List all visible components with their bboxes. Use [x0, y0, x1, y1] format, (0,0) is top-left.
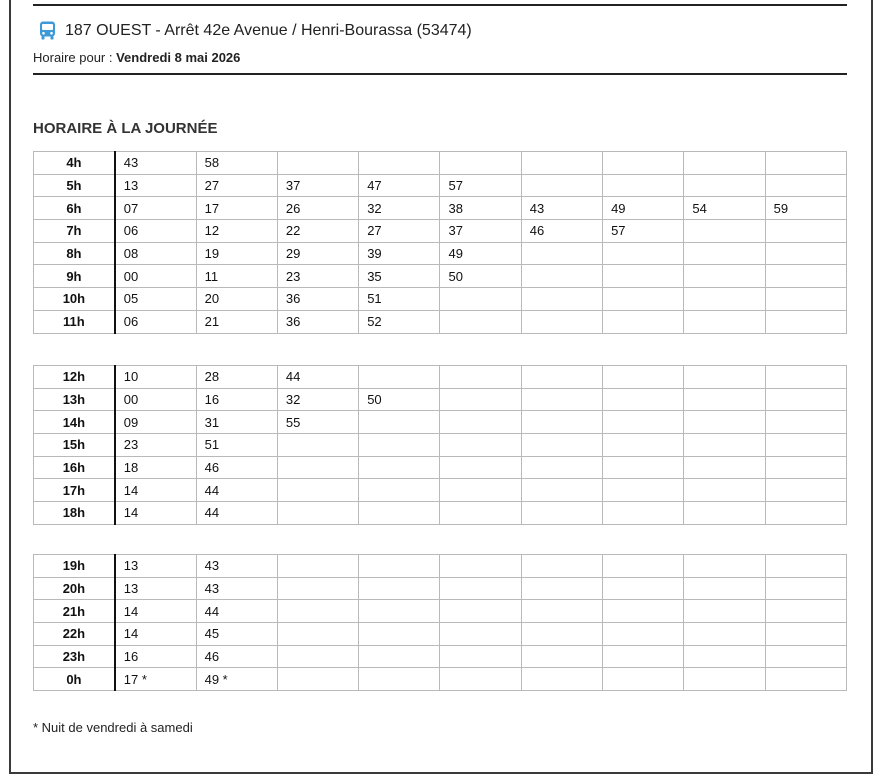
- empty-cell: [277, 152, 358, 175]
- empty-cell: [684, 310, 765, 333]
- empty-cell: [521, 310, 602, 333]
- departure-minute: 08: [115, 242, 196, 265]
- schedule-row: [34, 668, 847, 691]
- empty-cell: [603, 623, 684, 646]
- departure-minute: 39: [359, 242, 440, 265]
- empty-cell: [521, 411, 602, 434]
- departure-minute: 13: [115, 174, 196, 197]
- empty-cell: [359, 645, 440, 668]
- departure-minute: 00: [115, 388, 196, 411]
- hour-cell: 8h: [34, 242, 115, 265]
- empty-cell: [684, 242, 765, 265]
- departure-minute: 09: [115, 411, 196, 434]
- empty-cell: [277, 600, 358, 623]
- departure-minute: 45: [196, 623, 277, 646]
- schedule-row: [34, 288, 847, 311]
- empty-cell: [765, 265, 846, 288]
- departure-minute: 20: [196, 288, 277, 311]
- schedule-row: [34, 366, 847, 389]
- hour-cell: 6h: [34, 197, 115, 220]
- schedule-row: [34, 152, 847, 175]
- departure-minute: 28: [196, 366, 277, 389]
- empty-cell: [684, 555, 765, 578]
- empty-cell: [603, 366, 684, 389]
- departure-minute: 13: [115, 555, 196, 578]
- schedule-row: [34, 645, 847, 668]
- empty-cell: [603, 434, 684, 457]
- empty-cell: [521, 577, 602, 600]
- schedule-table-afternoon: [33, 365, 847, 525]
- schedule-row: [34, 502, 847, 525]
- hour-cell: 14h: [34, 411, 115, 434]
- empty-cell: [603, 479, 684, 502]
- hour-cell: 17h: [34, 479, 115, 502]
- departure-minute: 51: [359, 288, 440, 311]
- schedule-row: [34, 434, 847, 457]
- departure-minute: 49: [603, 197, 684, 220]
- empty-cell: [765, 310, 846, 333]
- empty-cell: [684, 434, 765, 457]
- empty-cell: [765, 411, 846, 434]
- departure-minute: 05: [115, 288, 196, 311]
- empty-cell: [603, 310, 684, 333]
- empty-cell: [359, 668, 440, 691]
- empty-cell: [765, 502, 846, 525]
- departure-minute: 16: [196, 388, 277, 411]
- departure-minute: 57: [603, 220, 684, 243]
- empty-cell: [359, 623, 440, 646]
- departure-minute: 36: [277, 288, 358, 311]
- empty-cell: [277, 502, 358, 525]
- empty-cell: [684, 600, 765, 623]
- empty-cell: [765, 434, 846, 457]
- hour-cell: 7h: [34, 220, 115, 243]
- horaire-label: Horaire pour :: [33, 50, 117, 65]
- empty-cell: [440, 366, 521, 389]
- empty-cell: [277, 645, 358, 668]
- departure-minute: 11: [196, 265, 277, 288]
- schedule-row: [34, 623, 847, 646]
- departure-minute: 52: [359, 310, 440, 333]
- departure-minute: 51: [196, 434, 277, 457]
- empty-cell: [521, 288, 602, 311]
- departure-minute: 44: [196, 479, 277, 502]
- hour-cell: 16h: [34, 456, 115, 479]
- empty-cell: [684, 174, 765, 197]
- departure-minute: 58: [196, 152, 277, 175]
- hour-cell: 21h: [34, 600, 115, 623]
- departure-minute: 59: [765, 197, 846, 220]
- empty-cell: [765, 388, 846, 411]
- empty-cell: [684, 152, 765, 175]
- empty-cell: [684, 623, 765, 646]
- empty-cell: [521, 388, 602, 411]
- horaire-date-line: [33, 50, 240, 65]
- hour-cell: 0h: [34, 668, 115, 691]
- departure-minute: 22: [277, 220, 358, 243]
- hour-cell: 11h: [34, 310, 115, 333]
- departure-minute: 29: [277, 242, 358, 265]
- departure-minute: 50: [359, 388, 440, 411]
- empty-cell: [521, 502, 602, 525]
- departure-minute: 26: [277, 197, 358, 220]
- empty-cell: [277, 668, 358, 691]
- empty-cell: [603, 668, 684, 691]
- departure-minute: 44: [196, 600, 277, 623]
- empty-cell: [359, 577, 440, 600]
- departure-minute: 44: [277, 366, 358, 389]
- departure-minute: 14: [115, 623, 196, 646]
- departure-minute: 31: [196, 411, 277, 434]
- empty-cell: [684, 502, 765, 525]
- empty-cell: [684, 411, 765, 434]
- empty-cell: [603, 645, 684, 668]
- empty-cell: [440, 411, 521, 434]
- departure-minute: 12: [196, 220, 277, 243]
- empty-cell: [440, 152, 521, 175]
- empty-cell: [765, 366, 846, 389]
- schedule-row: [34, 220, 847, 243]
- hour-cell: 15h: [34, 434, 115, 457]
- departure-minute: 14: [115, 600, 196, 623]
- hour-cell: 9h: [34, 265, 115, 288]
- empty-cell: [765, 668, 846, 691]
- departure-minute: 44: [196, 502, 277, 525]
- empty-cell: [440, 288, 521, 311]
- departure-minute: 37: [277, 174, 358, 197]
- empty-cell: [359, 479, 440, 502]
- schedule-row: [34, 197, 847, 220]
- schedule-row: [34, 456, 847, 479]
- schedule-row: [34, 388, 847, 411]
- departure-minute: 23: [277, 265, 358, 288]
- departure-minute: 57: [440, 174, 521, 197]
- empty-cell: [603, 600, 684, 623]
- empty-cell: [440, 555, 521, 578]
- departure-minute: 27: [196, 174, 277, 197]
- empty-cell: [765, 242, 846, 265]
- departure-minute: 23: [115, 434, 196, 457]
- empty-cell: [765, 288, 846, 311]
- schedule-row: [34, 479, 847, 502]
- empty-cell: [521, 623, 602, 646]
- empty-cell: [765, 456, 846, 479]
- schedule-row: [34, 310, 847, 333]
- departure-minute: 14: [115, 502, 196, 525]
- empty-cell: [765, 577, 846, 600]
- schedule-row: [34, 600, 847, 623]
- departure-minute: 17 *: [115, 668, 196, 691]
- empty-cell: [684, 265, 765, 288]
- departure-minute: 32: [359, 197, 440, 220]
- hour-cell: 13h: [34, 388, 115, 411]
- empty-cell: [359, 456, 440, 479]
- empty-cell: [603, 577, 684, 600]
- empty-cell: [521, 456, 602, 479]
- departure-minute: 17: [196, 197, 277, 220]
- schedule-row: [34, 242, 847, 265]
- empty-cell: [440, 388, 521, 411]
- empty-cell: [603, 242, 684, 265]
- hour-cell: 19h: [34, 555, 115, 578]
- departure-minute: 43: [196, 577, 277, 600]
- departure-minute: 46: [196, 645, 277, 668]
- departure-minute: 43: [196, 555, 277, 578]
- departure-minute: 55: [277, 411, 358, 434]
- empty-cell: [765, 600, 846, 623]
- departure-minute: 07: [115, 197, 196, 220]
- route-title: 187 OUEST - Arrêt 42e Avenue / Henri-Bourassa (53474): [65, 21, 472, 39]
- empty-cell: [603, 411, 684, 434]
- hour-cell: 22h: [34, 623, 115, 646]
- departure-minute: 47: [359, 174, 440, 197]
- empty-cell: [359, 502, 440, 525]
- departure-minute: 35: [359, 265, 440, 288]
- departure-minute: 16: [115, 645, 196, 668]
- empty-cell: [521, 366, 602, 389]
- empty-cell: [684, 288, 765, 311]
- empty-cell: [521, 242, 602, 265]
- empty-cell: [359, 411, 440, 434]
- schedule-row: [34, 555, 847, 578]
- empty-cell: [277, 623, 358, 646]
- empty-cell: [359, 555, 440, 578]
- empty-cell: [603, 288, 684, 311]
- schedule-header: [33, 4, 847, 75]
- hour-cell: 5h: [34, 174, 115, 197]
- empty-cell: [684, 456, 765, 479]
- empty-cell: [277, 456, 358, 479]
- empty-cell: [521, 479, 602, 502]
- empty-cell: [765, 555, 846, 578]
- empty-cell: [521, 152, 602, 175]
- schedule-row: [34, 265, 847, 288]
- empty-cell: [603, 388, 684, 411]
- empty-cell: [359, 600, 440, 623]
- empty-cell: [440, 502, 521, 525]
- schedule-row: [34, 577, 847, 600]
- departure-minute: 14: [115, 479, 196, 502]
- empty-cell: [521, 174, 602, 197]
- empty-cell: [277, 555, 358, 578]
- empty-cell: [521, 600, 602, 623]
- schedule-table-morning: [33, 151, 847, 334]
- departure-minute: 46: [521, 220, 602, 243]
- empty-cell: [521, 555, 602, 578]
- schedule-row: [34, 411, 847, 434]
- empty-cell: [603, 502, 684, 525]
- empty-cell: [521, 265, 602, 288]
- departure-minute: 50: [440, 265, 521, 288]
- hour-cell: 10h: [34, 288, 115, 311]
- empty-cell: [765, 645, 846, 668]
- empty-cell: [440, 434, 521, 457]
- empty-cell: [440, 456, 521, 479]
- empty-cell: [521, 668, 602, 691]
- departure-minute: 18: [115, 456, 196, 479]
- empty-cell: [521, 434, 602, 457]
- departure-minute: 32: [277, 388, 358, 411]
- departure-minute: 06: [115, 310, 196, 333]
- empty-cell: [440, 600, 521, 623]
- empty-cell: [440, 577, 521, 600]
- departure-minute: 00: [115, 265, 196, 288]
- departure-minute: 54: [684, 197, 765, 220]
- departure-minute: 06: [115, 220, 196, 243]
- empty-cell: [765, 152, 846, 175]
- empty-cell: [359, 152, 440, 175]
- departure-minute: 43: [521, 197, 602, 220]
- empty-cell: [603, 456, 684, 479]
- empty-cell: [684, 668, 765, 691]
- empty-cell: [277, 577, 358, 600]
- empty-cell: [603, 555, 684, 578]
- route-line: [39, 21, 472, 40]
- bus-icon: [39, 21, 56, 40]
- empty-cell: [359, 366, 440, 389]
- departure-minute: 27: [359, 220, 440, 243]
- hour-cell: 4h: [34, 152, 115, 175]
- empty-cell: [765, 623, 846, 646]
- empty-cell: [440, 310, 521, 333]
- empty-cell: [684, 366, 765, 389]
- empty-cell: [277, 479, 358, 502]
- empty-cell: [684, 577, 765, 600]
- empty-cell: [603, 265, 684, 288]
- departure-minute: 38: [440, 197, 521, 220]
- hour-cell: 23h: [34, 645, 115, 668]
- empty-cell: [440, 623, 521, 646]
- empty-cell: [440, 668, 521, 691]
- departure-minute: 19: [196, 242, 277, 265]
- empty-cell: [684, 479, 765, 502]
- departure-minute: 37: [440, 220, 521, 243]
- empty-cell: [684, 388, 765, 411]
- departure-minute: 36: [277, 310, 358, 333]
- empty-cell: [684, 220, 765, 243]
- departure-minute: 49 *: [196, 668, 277, 691]
- departure-minute: 46: [196, 456, 277, 479]
- schedule-row: [34, 174, 847, 197]
- hour-cell: 18h: [34, 502, 115, 525]
- empty-cell: [765, 174, 846, 197]
- empty-cell: [603, 152, 684, 175]
- schedule-table-evening: [33, 554, 847, 691]
- empty-cell: [765, 220, 846, 243]
- empty-cell: [765, 479, 846, 502]
- empty-cell: [684, 645, 765, 668]
- departure-minute: 43: [115, 152, 196, 175]
- departure-minute: 49: [440, 242, 521, 265]
- footnote: * Nuit de vendredi à samedi: [33, 720, 193, 735]
- section-title: HORAIRE À LA JOURNÉE: [33, 120, 218, 137]
- empty-cell: [521, 645, 602, 668]
- empty-cell: [277, 434, 358, 457]
- empty-cell: [440, 645, 521, 668]
- departure-minute: 10: [115, 366, 196, 389]
- departure-minute: 13: [115, 577, 196, 600]
- hour-cell: 12h: [34, 366, 115, 389]
- hour-cell: 20h: [34, 577, 115, 600]
- empty-cell: [440, 479, 521, 502]
- empty-cell: [359, 434, 440, 457]
- horaire-date: Vendredi 8 mai 2026: [116, 50, 241, 65]
- departure-minute: 21: [196, 310, 277, 333]
- empty-cell: [603, 174, 684, 197]
